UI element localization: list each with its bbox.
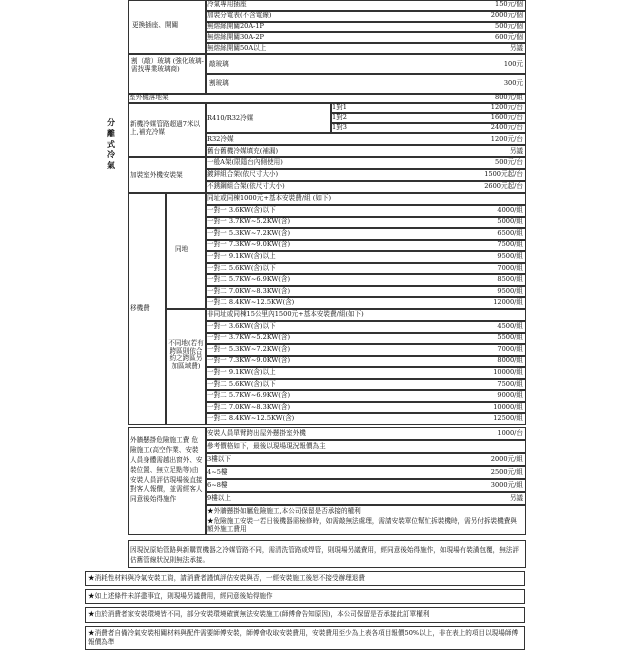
refrigerant-r410: R410/R32冷媒 [207,114,254,122]
relocation-diff-name: 一對一 3.6KW(含)以下 [207,321,276,330]
hazard-name: 9樓以上 [207,493,231,502]
rack-price: 2600元起/台 [484,182,523,190]
relocation-same-name: 一對二 5.6KW(含)以下 [207,263,276,272]
hazard-name: 參考價格如下，最後以現場現況報價為主 [207,441,326,450]
refrigerant-ratio-price: 1200元/台 [490,103,523,111]
relocation-label: 移機費 [130,304,150,312]
hazard-note2: ★危險施工安裝一若日後機器需檢修時，如需敲無法處理，需請安裝單位幫忙拆裝機時，需另付拆裝機費與額外施工費用 [207,517,517,533]
outlet-price: 2000元/個 [490,11,523,20]
relocation-diff-name: 一對二 5.7KW~6.9KW(含) [207,391,291,400]
relocation-diff-name: 一對一 5.3KW~7.2KW(含) [207,344,291,353]
rack-name: 不銹鋼組合架(依尺寸大小) [207,182,285,190]
relocation-same-label: 同地 [175,245,189,253]
relocation-diff-price: 10000/組 [493,367,523,376]
relocation-same-price: 5000/組 [497,217,523,226]
side-title: 分離式冷氣 [107,117,115,171]
hazard-row [206,492,526,505]
relocation-diff-price: 7000/組 [497,344,523,353]
relocation-same-price: 7000/組 [497,263,523,272]
relocation-same-price: 12000/組 [493,298,523,307]
relocation-same-price: 6500/組 [497,228,523,237]
refrigerant-ratio-name: 1對1 [332,103,347,111]
rack-price: 500元/台 [495,158,523,166]
outdoor-rack: 室外機落地架 [129,93,169,101]
hazard-price: 3000元/組 [490,480,523,489]
footnote-item: ★由於消費者家安裝環境皆不同，部分安裝環境確實無法安裝施工(師傅會告知原因)，本公司保留是否承接此訂單權利 [85,607,525,622]
relocation-same-name: 一對一 7.3KW~9.0KW(含) [207,240,291,249]
rack-name: 鍍鋅組合架(依尺寸大小) [207,170,279,178]
relocation-same-name: 一對二 5.7KW~6.9KW(含) [207,275,291,284]
relocation-same-price: 4000/組 [497,205,523,214]
relocation-diff-price: 7500/組 [497,379,523,388]
price-table [85,0,525,640]
refrigerant-ratio-price: 1600元/台 [490,113,523,121]
hazard-name: 安裝人員單臂跨出屋外懸掛室外機 [207,428,306,437]
hazard-name: 3樓以下 [207,454,231,463]
relocation-same-name: 一對一 9.1KW(含)以上 [207,251,276,260]
relocation-diff-name: 一對二 7.0KW~8.3KW(含) [207,402,291,411]
outdoor-rack-price: 800元/組 [495,93,523,101]
relocation-diff-price: 12500/組 [493,414,523,423]
relocation-same-name: 一對一 3.6KW(含)以下 [207,205,276,214]
refrigerant-ratio-name: 1對3 [332,123,347,131]
rack-label: 加裝室外機安裝架 [130,171,183,179]
relocation-diff-price: 4500/組 [497,321,523,330]
refrigerant-old-price: 另議 [509,147,523,155]
refrigerant-label: 新機冷媒管路超過7米以上,補充冷媒 [130,120,201,136]
group-outlets-label: 更換插座、開關 [132,21,179,29]
hazard-name: 4~5樓 [207,467,228,476]
outlet-name: 無熔絲開關30A-2P [207,32,264,41]
refrigerant-old: 舊台舊機冷媒填充(補漏) [207,147,279,155]
relocation-same-price: 7500/組 [497,240,523,249]
footnote-item: ★消耗性材料與冷氣安裝工資，請消費者謹慎評估安裝與否，一經安裝施工後恕不接受辦理退費 [85,571,525,586]
rack-name: 一般A架(限隱台內側使用) [207,158,283,166]
outlet-price: 500元/個 [495,22,523,30]
rack-price: 1500元起/台 [484,170,523,178]
relocation-diff-price: 5500/組 [497,333,523,342]
footnotes [85,571,525,650]
hazard-price: 2000元/組 [490,454,523,463]
footnote-item: ★消費者自備冷氣安裝相關材料與配件需要師傅安裝，師傅會收取安裝費用，安裝費用至少為上表各項目報價50%以上，非在表上的項目以現場師傅報價為準 [85,626,525,650]
relocation-same-name: 一對二 8.4KW~12.5KW(含) [207,298,295,307]
group-glass-label: 割（敲）玻璃 (強化玻璃-需找專業玻璃商) [131,57,204,73]
hazard-row [206,466,526,479]
relocation-same-price: 9500/組 [497,251,523,260]
hazard-price: 另議 [509,493,523,502]
hazard-price: 1000/台 [497,428,523,437]
outlet-name: 無熔絲開關50A以上 [207,43,267,52]
relocation-diff-price: 9000/組 [497,391,523,400]
relocation-diff-price: 8000/組 [497,356,523,365]
footnote-item: ★如上述條件未詳盡事宜，則現場另議費用，經同意後始得施作 [85,589,525,604]
relocation-same-name: 一對一 3.7KW~5.2KW(含) [207,217,291,226]
hazard-label: 外牆懸掛危險施工費 危險施工(高空作業、安裝人員身體需越出窗外、安裝位置、無立足點等)由安裝人員評估現場後直接對客人報價，並需經客人同意後始得施作 [130,436,203,504]
relocation-diff-name: 一對一 9.1KW(含)以上 [207,367,276,376]
relocation-diff-label: 不同地(若有跨區則依合約之跨區另加區域費) [168,339,204,370]
glass-knock: 敲玻璃 [209,60,229,68]
hazard-row [206,453,526,466]
outlet-name: 無熔絲開關20A-1P [207,22,264,30]
bottom-note: 因現況原始管路與新購買機器之冷媒管路不同，需清洗管路或焊管，則現場另議費用，經同意後始得施作，如現場有裝潢包覆，無法評估舊管線狀況則無法承接。 [130,546,520,564]
outlet-price: 150元/個 [495,0,523,9]
relocation-same-price: 8500/組 [497,275,523,284]
outlet-price: 600元/個 [495,32,523,41]
glass-knock-price: 100元 [503,60,523,68]
relocation-diff-name: 一對一 7.3KW~9.0KW(含) [207,356,291,365]
relocation-same-price: 9500/組 [497,286,523,295]
hazard-note1: ★外牆懸掛如屬危險施工,本公司保留是否承接的權利 [207,507,361,515]
refrigerant-r32-price: 1200元/台 [490,135,523,143]
relocation-same-name: 一對二 7.0KW~8.3KW(含) [207,286,291,295]
hazard-price: 2500元/組 [490,467,523,476]
refrigerant-ratio-price: 2400元/台 [490,123,523,131]
relocation-diff-name: 一對二 8.4KW~12.5KW(含) [207,414,295,423]
outlet-price: 另議 [509,43,523,52]
outlet-row [206,0,526,11]
hazard-row [206,479,526,492]
relocation-same-name: 一對一 5.3KW~7.2KW(含) [207,228,291,237]
hazard-name: 6~8樓 [207,480,228,489]
refrigerant-r32: R32冷媒 [207,135,234,143]
glass-cut: 割玻璃 [209,79,229,87]
relocation-diff-header: 非同址或同棟15公里內1500元+基本安裝費/組(如下) [207,310,364,318]
relocation-diff-price: 10000/組 [493,402,523,411]
relocation-diff-name: 一對二 5.6KW(含)以下 [207,379,276,388]
outlet-name: 冷氣專用插座 [207,0,247,9]
relocation-diff-name: 一對一 3.7KW~5.2KW(含) [207,333,291,342]
refrigerant-ratio-name: 1對2 [332,113,347,121]
relocation-same-header: 同址或同棟1000元+基本安裝費/組 (如下) [207,194,332,202]
glass-cut-price: 300元 [503,79,523,87]
outlet-name: 加裝分電表(不含電線) [207,11,272,20]
